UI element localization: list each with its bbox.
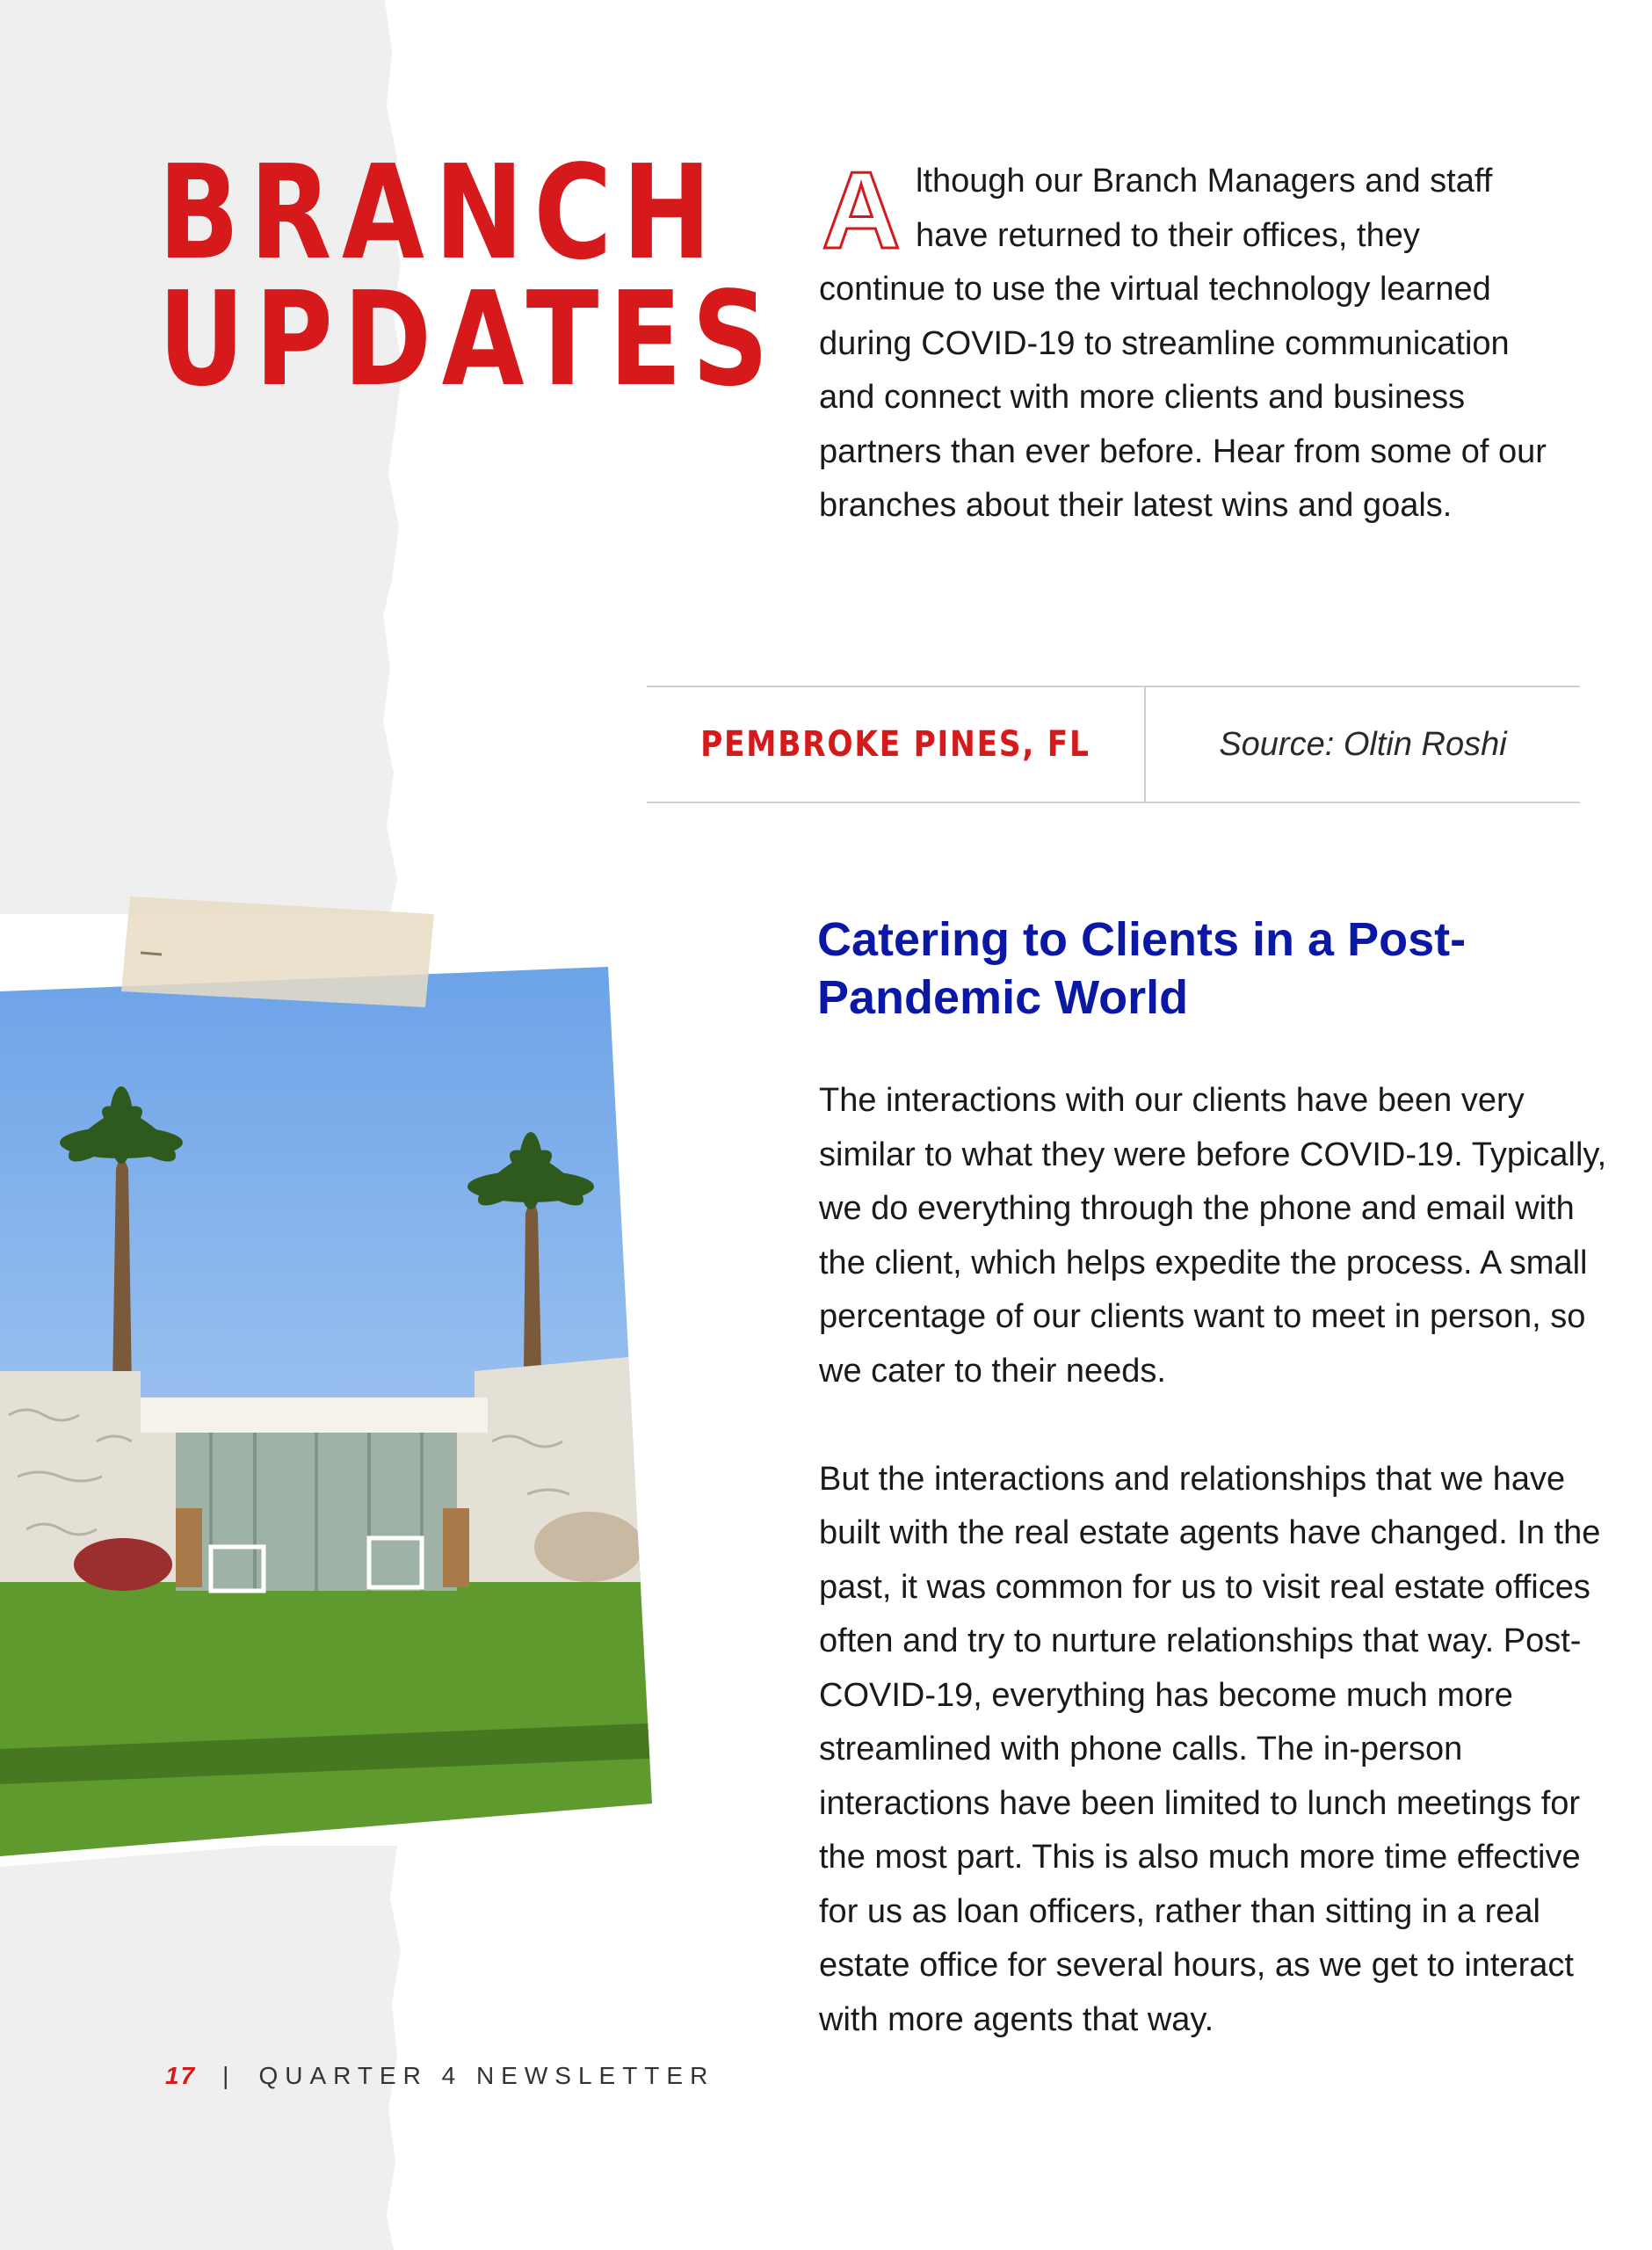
title-line-2: UPDATES [158, 264, 779, 415]
svg-text:A: A [822, 160, 901, 257]
article-paragraph: The interactions with our clients have been very similar to what they were before COVID-19. Typically, we do everything through the phone and email with the client, which helps expedite the process. A small percentage of our clients want to meet in person, so we cater to their needs. [819, 1082, 1607, 1390]
footer-separator: | [222, 2062, 229, 2089]
intro-paragraph [819, 155, 1548, 533]
article-body [819, 1074, 1610, 2101]
branch-photo [0, 896, 668, 1881]
page-title [158, 137, 779, 415]
dropcap-letter [815, 160, 907, 257]
title-line-1: BRANCH [158, 137, 721, 288]
branch-location: PEMBROKE PINES, FL [700, 724, 1090, 765]
article-title: Catering to Clients in a Post-Pandemic World [817, 913, 1467, 1024]
page-footer [165, 2058, 714, 2094]
publication-name: QUARTER 4 NEWSLETTER [258, 2062, 715, 2089]
intro-text: lthough our Branch Managers and staff have returned to their offices, they continue to use the virtual technology learned during COVID-19 to streamline communication and connect with more clients and business partners than ever before. Hear from some of our branches about their latest wins and goals. [819, 163, 1547, 524]
location-bar [647, 686, 1580, 803]
branch-source: Source: Oltin Roshi [1219, 725, 1507, 763]
page-number: 17 [165, 2062, 197, 2089]
article-paragraph: But the interactions and relationships that we have built with the real estate agents have changed. In the past, it was common for us to visit real estate offices often and try to nurture relationships that way. Post-COVID-19, everything has become much more streamlined with phone calls. The in-person interactions have been limited to lunch meetings for the most part. This is also much more time effective for us as loan officers, rather than sitting in a real estate office for several hours, as we get to interact with more agents that way. [819, 1460, 1601, 2038]
